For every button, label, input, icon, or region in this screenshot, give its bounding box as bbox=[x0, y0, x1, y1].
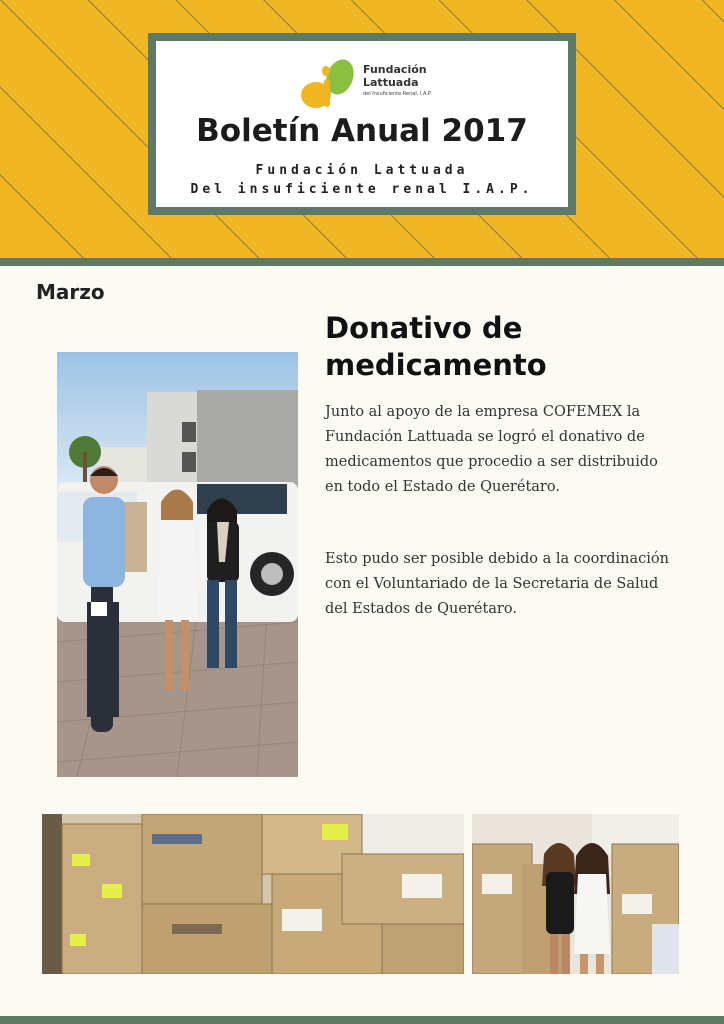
divider-top bbox=[0, 258, 724, 266]
subtitle-line-1: Fundación Lattuada bbox=[255, 163, 469, 178]
title-box bbox=[148, 33, 576, 215]
month-heading: Marzo bbox=[36, 280, 105, 304]
bulletin-title: Boletín Anual 2017 bbox=[196, 113, 528, 149]
article-title: Donativo de medicamento bbox=[325, 311, 547, 382]
photo-donation-group bbox=[57, 352, 298, 777]
foundation-logo bbox=[298, 55, 448, 115]
photo-volunteers bbox=[472, 814, 679, 974]
article-paragraph-1: Junto al apoyo de la empresa COFEMEX la Fundación Lattuada se logró el donativo de medicamentos que procedio a ser distribuido en todo el Estado de Querétaro. bbox=[325, 404, 658, 495]
photo-medicine-boxes bbox=[42, 814, 464, 974]
logo-name: Fundación Lattuada bbox=[363, 63, 427, 89]
divider-bottom bbox=[0, 1016, 724, 1024]
butterfly-logo-icon bbox=[298, 55, 362, 115]
subtitle-line-2: Del insuficiente renal I.A.P. bbox=[190, 182, 534, 197]
logo-subtitle: del Insuficiente Renal, I.A.P. bbox=[363, 91, 432, 97]
article-paragraph-2: Esto pudo ser posible debido a la coordinación con el Voluntariado de la Secretaria de Salud del Estados de Querétaro. bbox=[325, 551, 669, 617]
